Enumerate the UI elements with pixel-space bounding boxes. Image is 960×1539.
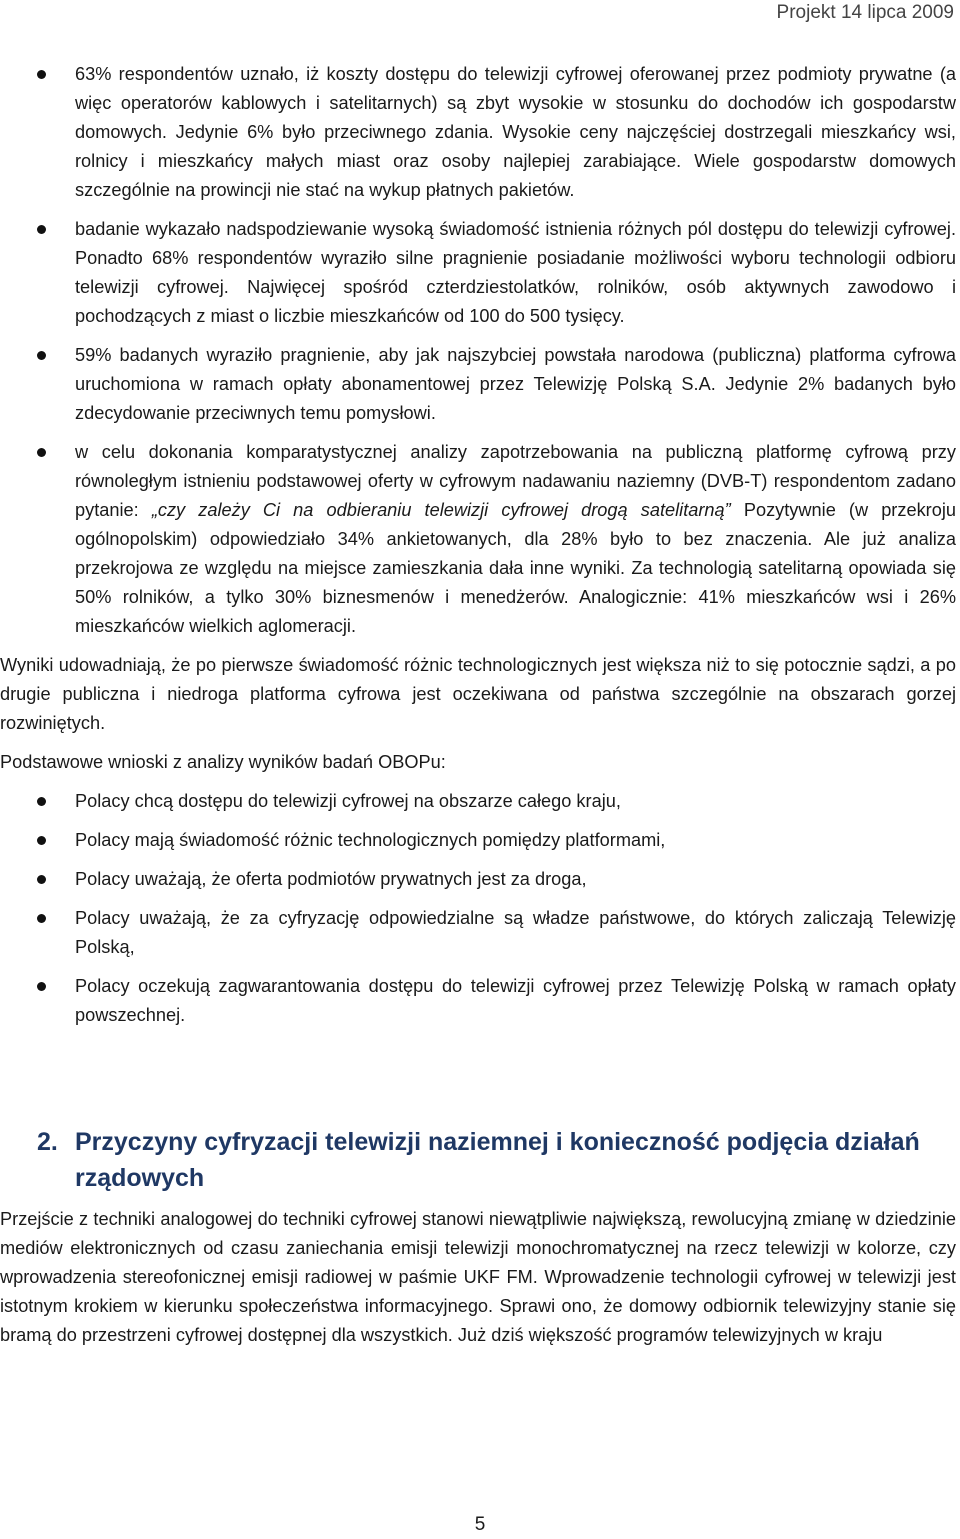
- document-header: Projekt 14 lipca 2009: [776, 2, 954, 23]
- list-item-text: w celu dokonania komparatystycznej analizy zapotrzebowania na publiczną platformę cyfrową przy równoległym istnieniu podstawowej oferty w cyfrowym nadawaniu naziemny (DVB-T) respondentom zadano pytanie:: [75, 442, 956, 520]
- list-item: [0, 438, 956, 641]
- survey-findings-list: [0, 60, 956, 641]
- bullet-icon: [37, 914, 46, 923]
- survey-question: „czy zależy Ci na odbieraniu telewizji cyfrowej drogą satelitarną”: [151, 500, 731, 520]
- list-item-text: Polacy uważają, że oferta podmiotów prywatnych jest za droga,: [75, 869, 587, 889]
- list-item: [0, 865, 956, 894]
- list-item: [0, 826, 956, 855]
- conclusions-list: [0, 787, 956, 1030]
- bullet-icon: [37, 70, 46, 79]
- list-item-text: Pozytywnie (w przekroju ogólnopolskim) odpowiedziało 34% ankietowanych, dla 28% było to bez znaczenia. Ale już analiza przekrojowa ze względu na miejsce zamieszkania dała inne wyniki. Za technologią satelitarną opowiada się 50% rolników, a tylko 30% biznesmenów i menedżerów. Analogicznie: 41% mieszkańców wsi i 26% mieszkańców wielkich aglomeracji.: [75, 500, 956, 636]
- list-item: [0, 215, 956, 331]
- section-number: 2.: [37, 1128, 58, 1156]
- section-spacer: [0, 1040, 956, 1124]
- section-title: Przyczyny cyfryzacji telewizji naziemnej i konieczność podjęcia działań rządowych: [75, 1128, 920, 1192]
- list-item-text: 63% respondentów uznało, iż koszty dostępu do telewizji cyfrowej oferowanej przez podmioty prywatne (a więc operatorów kablowych i satelitarnych) są zbyt wysokie w stosunku do dochodów ich gospodarstw domowych. Jedynie 6% było przeciwnego zdania. Wysokie ceny najczęściej dostrzegali mieszkańcy wsi, rolnicy i mieszkańcy małych miast oraz osoby najlepiej zarabiające. Wiele gospodarstw domowych szczególnie na prowincji nie stać na wykup płatnych pakietów.: [75, 64, 956, 200]
- bullet-icon: [37, 982, 46, 991]
- bullet-icon: [37, 448, 46, 457]
- list-item-text: Polacy oczekują zagwarantowania dostępu do telewizji cyfrowej przez Telewizję Polską w ramach opłaty powszechnej.: [75, 976, 956, 1025]
- list-item-text: 59% badanych wyraziło pragnienie, aby jak najszybciej powstała narodowa (publiczna) platforma cyfrowa uruchomiona w ramach opłaty abonamentowej przez Telewizję Polską S.A. Jedynie 2% badanych było zdecydowanie przeciwnych temu pomysłowi.: [75, 345, 956, 423]
- bullet-icon: [37, 836, 46, 845]
- list-item-text: Polacy mają świadomość różnic technologicznych pomiędzy platformami,: [75, 830, 666, 850]
- list-item: [0, 341, 956, 428]
- list-item: [0, 904, 956, 962]
- list-item: [0, 60, 956, 205]
- list-item-text: badanie wykazało nadspodziewanie wysoką świadomość istnienia różnych pól dostępu do telewizji cyfrowej. Ponadto 68% respondentów wyraziło silne pragnienie posiadanie możliwości wyboru technologii odbioru telewizji cyfrowej. Najwięcej spośród czterdziestolatków, rolników, osób aktywnych zawodowo i pochodzących z miast o liczbie mieszkańców od 100 do 500 tysięcy.: [75, 219, 956, 326]
- conclusions-intro: Podstawowe wnioski z analizy wyników badań OBOPu:: [0, 752, 446, 772]
- list-item-text: Polacy chcą dostępu do telewizji cyfrowej na obszarze całego kraju,: [75, 791, 621, 811]
- bullet-icon: [37, 351, 46, 360]
- section-heading: [0, 1124, 956, 1196]
- results-paragraph: Wyniki udowadniają, że po pierwsze świadomość różnic technologicznych jest większa niż to się potocznie sądzi, a po drugie publiczna i niedroga platforma cyfrowa jest oczekiwana od państwa szczególnie na obszarach gorzej rozwiniętych.: [0, 655, 956, 733]
- list-item-text: Polacy uważają, że za cyfryzację odpowiedzialne są władze państwowe, do których zaliczają Telewizję Polską,: [75, 908, 956, 957]
- page-number: 5: [474, 1514, 486, 1535]
- list-item: [0, 787, 956, 816]
- bullet-icon: [37, 225, 46, 234]
- bullet-icon: [37, 797, 46, 806]
- section-paragraph: Przejście z techniki analogowej do techniki cyfrowej stanowi niewątpliwie największą, rewolucyjną zmianę w dziedzinie mediów elektronicznych od czasu zaniechania emisji telewizji monochromatycznej na rzecz telewizji w kolorze, czy wprowadzenia stereofonicznej emisji radiowej w paśmie UKF FM. Wprowadzenie technologii cyfrowej w telewizji jest istotnym krokiem w kierunku społeczeństwa informacyjnego. Sprawi ono, że domowy odbiornik telewizyjny stanie się bramą do przestrzeni cyfrowej dostępnej dla wszystkich. Już dziś większość programów telewizyjnych w kraju: [0, 1209, 956, 1345]
- bullet-icon: [37, 875, 46, 884]
- document-body: [0, 60, 956, 1360]
- list-item: [0, 972, 956, 1030]
